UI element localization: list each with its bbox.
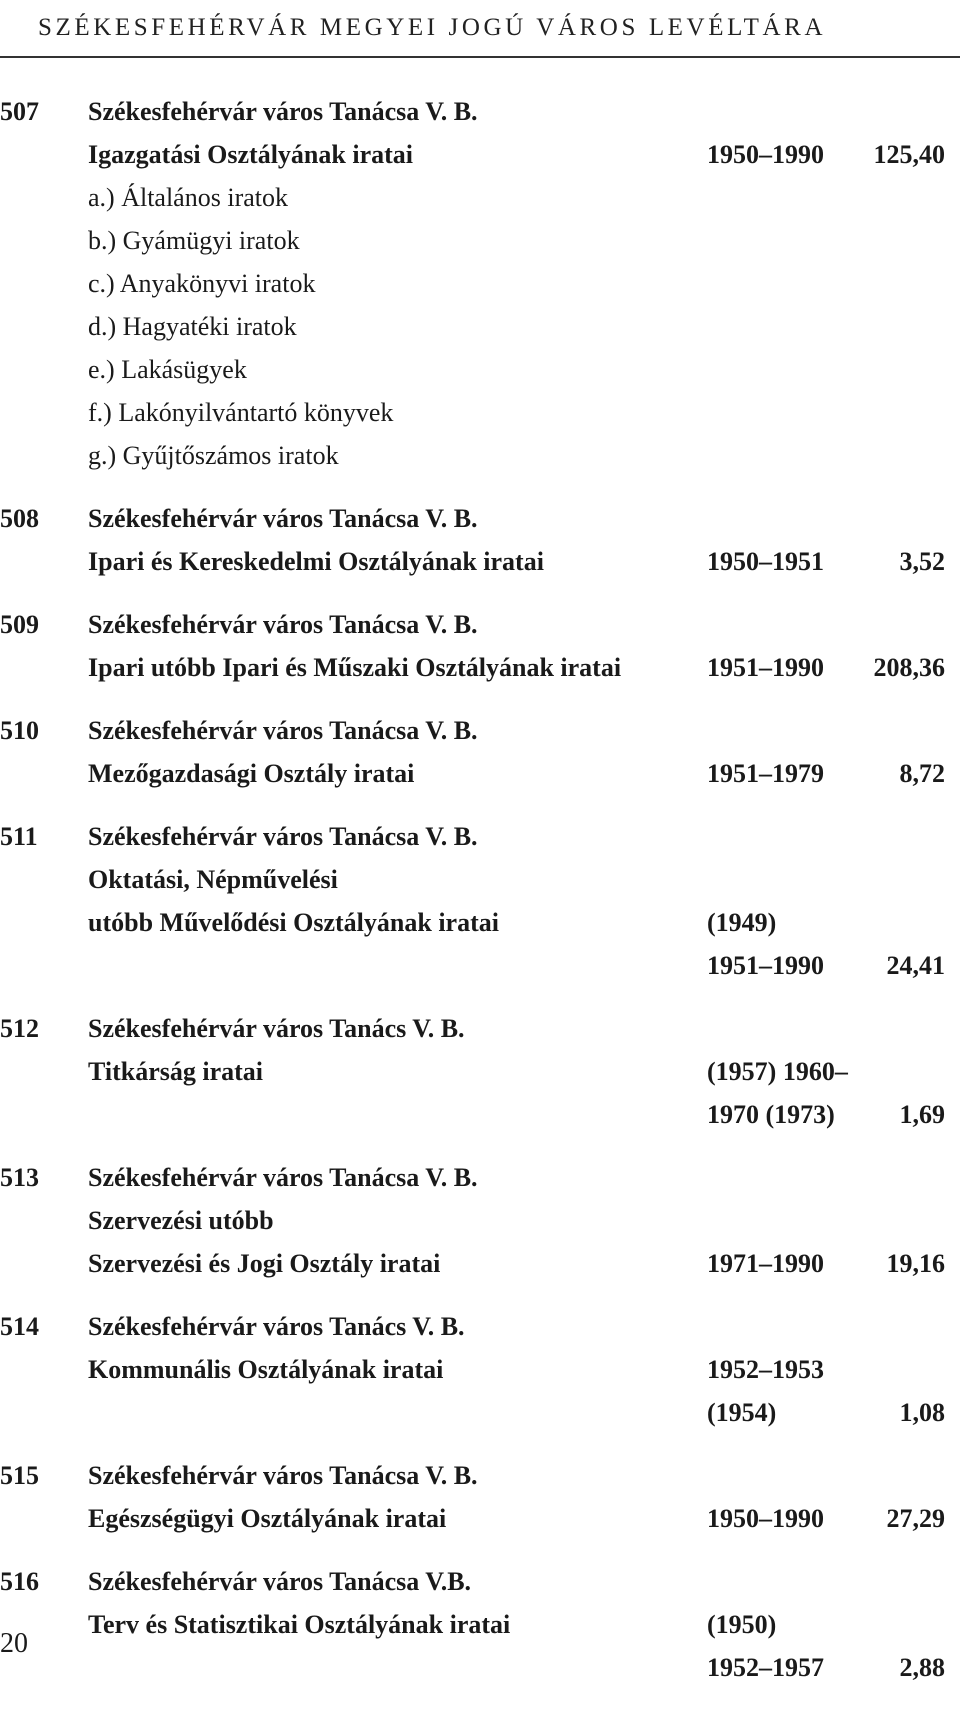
- date-range: 1970 (1973): [707, 1100, 835, 1129]
- sub-item-label: e.) Lakásügyek: [88, 355, 247, 384]
- sub-item: [0, 176, 960, 219]
- fonds-title: Székesfehérvár város Tanácsa V. B.: [88, 97, 478, 126]
- archive-title: SZÉKESFEHÉRVÁR MEGYEI JOGÚ VÁROS LEVÉLTÁRA: [38, 14, 827, 41]
- fonds-title: Kommunális Osztályának iratai: [88, 1355, 444, 1384]
- extent-meters: 27,29: [886, 1504, 945, 1533]
- date-range: 1971–1990: [707, 1249, 824, 1278]
- fonds-number: 509: [0, 610, 39, 639]
- entry-line: [0, 540, 960, 583]
- fonds-entry: [0, 1007, 960, 1136]
- date-range: (1957) 1960–: [707, 1057, 848, 1086]
- fonds-number: 515: [0, 1461, 39, 1490]
- fonds-entry: [0, 1454, 960, 1540]
- fonds-number: 508: [0, 504, 39, 533]
- entry-line: [0, 1199, 960, 1242]
- fonds-entry: [0, 497, 960, 583]
- date-range: (1954): [707, 1398, 777, 1427]
- entry-line: [0, 1348, 960, 1391]
- sub-item-label: b.) Gyámügyi iratok: [88, 226, 300, 255]
- entry-line: [0, 1156, 960, 1199]
- entry-line: [0, 901, 960, 944]
- fonds-title: Székesfehérvár város Tanácsa V.B.: [88, 1567, 472, 1596]
- extent-meters: 24,41: [886, 951, 945, 980]
- entry-line: [0, 646, 960, 689]
- extent-meters: 125,40: [873, 140, 945, 169]
- fonds-title: Székesfehérvár város Tanácsa V. B.: [88, 822, 478, 851]
- entry-line: [0, 1305, 960, 1348]
- extent-meters: 1,69: [899, 1100, 945, 1129]
- entry-line: [0, 90, 960, 133]
- date-range: (1950): [707, 1610, 777, 1639]
- sub-item: [0, 434, 960, 477]
- page-header: [0, 0, 960, 58]
- extent-meters: 3,52: [899, 547, 945, 576]
- sub-item: [0, 262, 960, 305]
- entry-line: [0, 1093, 960, 1136]
- fonds-title: Székesfehérvár város Tanácsa V. B.: [88, 610, 478, 639]
- extent-meters: 8,72: [899, 759, 945, 788]
- entry-line: [0, 133, 960, 176]
- extent-meters: 208,36: [873, 653, 945, 682]
- sub-item-label: d.) Hagyatéki iratok: [88, 312, 297, 341]
- date-range: 1951–1990: [707, 653, 824, 682]
- sub-item: [0, 348, 960, 391]
- entry-line: [0, 752, 960, 795]
- fonds-title: Egészségügyi Osztályának iratai: [88, 1504, 447, 1533]
- entry-line: [0, 944, 960, 987]
- date-range: 1952–1953: [707, 1355, 824, 1384]
- entry-line: [0, 1391, 960, 1434]
- fonds-number: 512: [0, 1014, 39, 1043]
- date-range: 1950–1990: [707, 140, 824, 169]
- fonds-number: 507: [0, 97, 39, 126]
- extent-meters: 19,16: [886, 1249, 945, 1278]
- fonds-title: Terv és Statisztikai Osztályának iratai: [88, 1610, 511, 1639]
- entry-line: [0, 709, 960, 752]
- fonds-entry: [0, 1156, 960, 1285]
- fonds-number: 514: [0, 1312, 39, 1341]
- entry-line: [0, 1242, 960, 1285]
- fonds-title: Székesfehérvár város Tanács V. B.: [88, 1014, 465, 1043]
- fonds-entry: [0, 1560, 960, 1689]
- entry-line: [0, 603, 960, 646]
- fonds-title: Székesfehérvár város Tanácsa V. B.: [88, 504, 478, 533]
- extent-meters: 1,08: [899, 1398, 945, 1427]
- extent-meters: 2,88: [899, 1653, 945, 1682]
- fonds-entry: [0, 603, 960, 689]
- entry-line: [0, 1603, 960, 1646]
- date-range: (1949): [707, 908, 777, 937]
- sub-item-label: c.) Anyakönyvi iratok: [88, 269, 316, 298]
- fonds-number: 511: [0, 822, 38, 851]
- entry-line: [0, 497, 960, 540]
- entry-line: [0, 815, 960, 858]
- fonds-title: Székesfehérvár város Tanácsa V. B.: [88, 1163, 478, 1192]
- fonds-title: Titkárság iratai: [88, 1057, 264, 1086]
- fonds-number: 513: [0, 1163, 39, 1192]
- fonds-title: Igazgatási Osztályának iratai: [88, 140, 413, 169]
- entry-line: [0, 1497, 960, 1540]
- date-range: 1951–1979: [707, 759, 824, 788]
- date-range: 1950–1951: [707, 547, 824, 576]
- fonds-title: Szervezési utóbb: [88, 1206, 274, 1235]
- fonds-title: Szervezési és Jogi Osztály iratai: [88, 1249, 441, 1278]
- entry-line: [0, 1560, 960, 1603]
- fonds-title: Székesfehérvár város Tanács V. B.: [88, 1312, 465, 1341]
- page-number: 20: [0, 1628, 28, 1659]
- entry-line: [0, 1454, 960, 1497]
- entry-line: [0, 1050, 960, 1093]
- fonds-entry: [0, 815, 960, 987]
- sub-item: [0, 219, 960, 262]
- fonds-number: 516: [0, 1567, 39, 1596]
- fonds-title: Székesfehérvár város Tanácsa V. B.: [88, 1461, 478, 1490]
- fonds-title: Ipari és Kereskedelmi Osztályának iratai: [88, 547, 544, 576]
- fonds-number: 510: [0, 716, 39, 745]
- fonds-entry: [0, 709, 960, 795]
- date-range: 1950–1990: [707, 1504, 824, 1533]
- entry-line: [0, 858, 960, 901]
- sub-item: [0, 305, 960, 348]
- entry-line: [0, 1646, 960, 1689]
- date-range: 1952–1957: [707, 1653, 824, 1682]
- date-range: 1951–1990: [707, 951, 824, 980]
- sub-item-label: a.) Általános iratok: [88, 183, 288, 212]
- fonds-title: utóbb Művelődési Osztályának iratai: [88, 908, 499, 937]
- sub-item: [0, 391, 960, 434]
- sub-item-label: g.) Gyűjtőszámos iratok: [88, 441, 339, 470]
- fonds-title: Ipari utóbb Ipari és Műszaki Osztályának iratai: [88, 653, 622, 682]
- sub-item-label: f.) Lakónyilvántartó könyvek: [88, 398, 394, 427]
- fonds-title: Mezőgazdasági Osztály iratai: [88, 759, 415, 788]
- fonds-entry: [0, 90, 960, 477]
- entry-line: [0, 1007, 960, 1050]
- fonds-list: [0, 90, 960, 1709]
- fonds-title: Székesfehérvár város Tanácsa V. B.: [88, 716, 478, 745]
- fonds-title: Oktatási, Népművelési: [88, 865, 338, 894]
- fonds-entry: [0, 1305, 960, 1434]
